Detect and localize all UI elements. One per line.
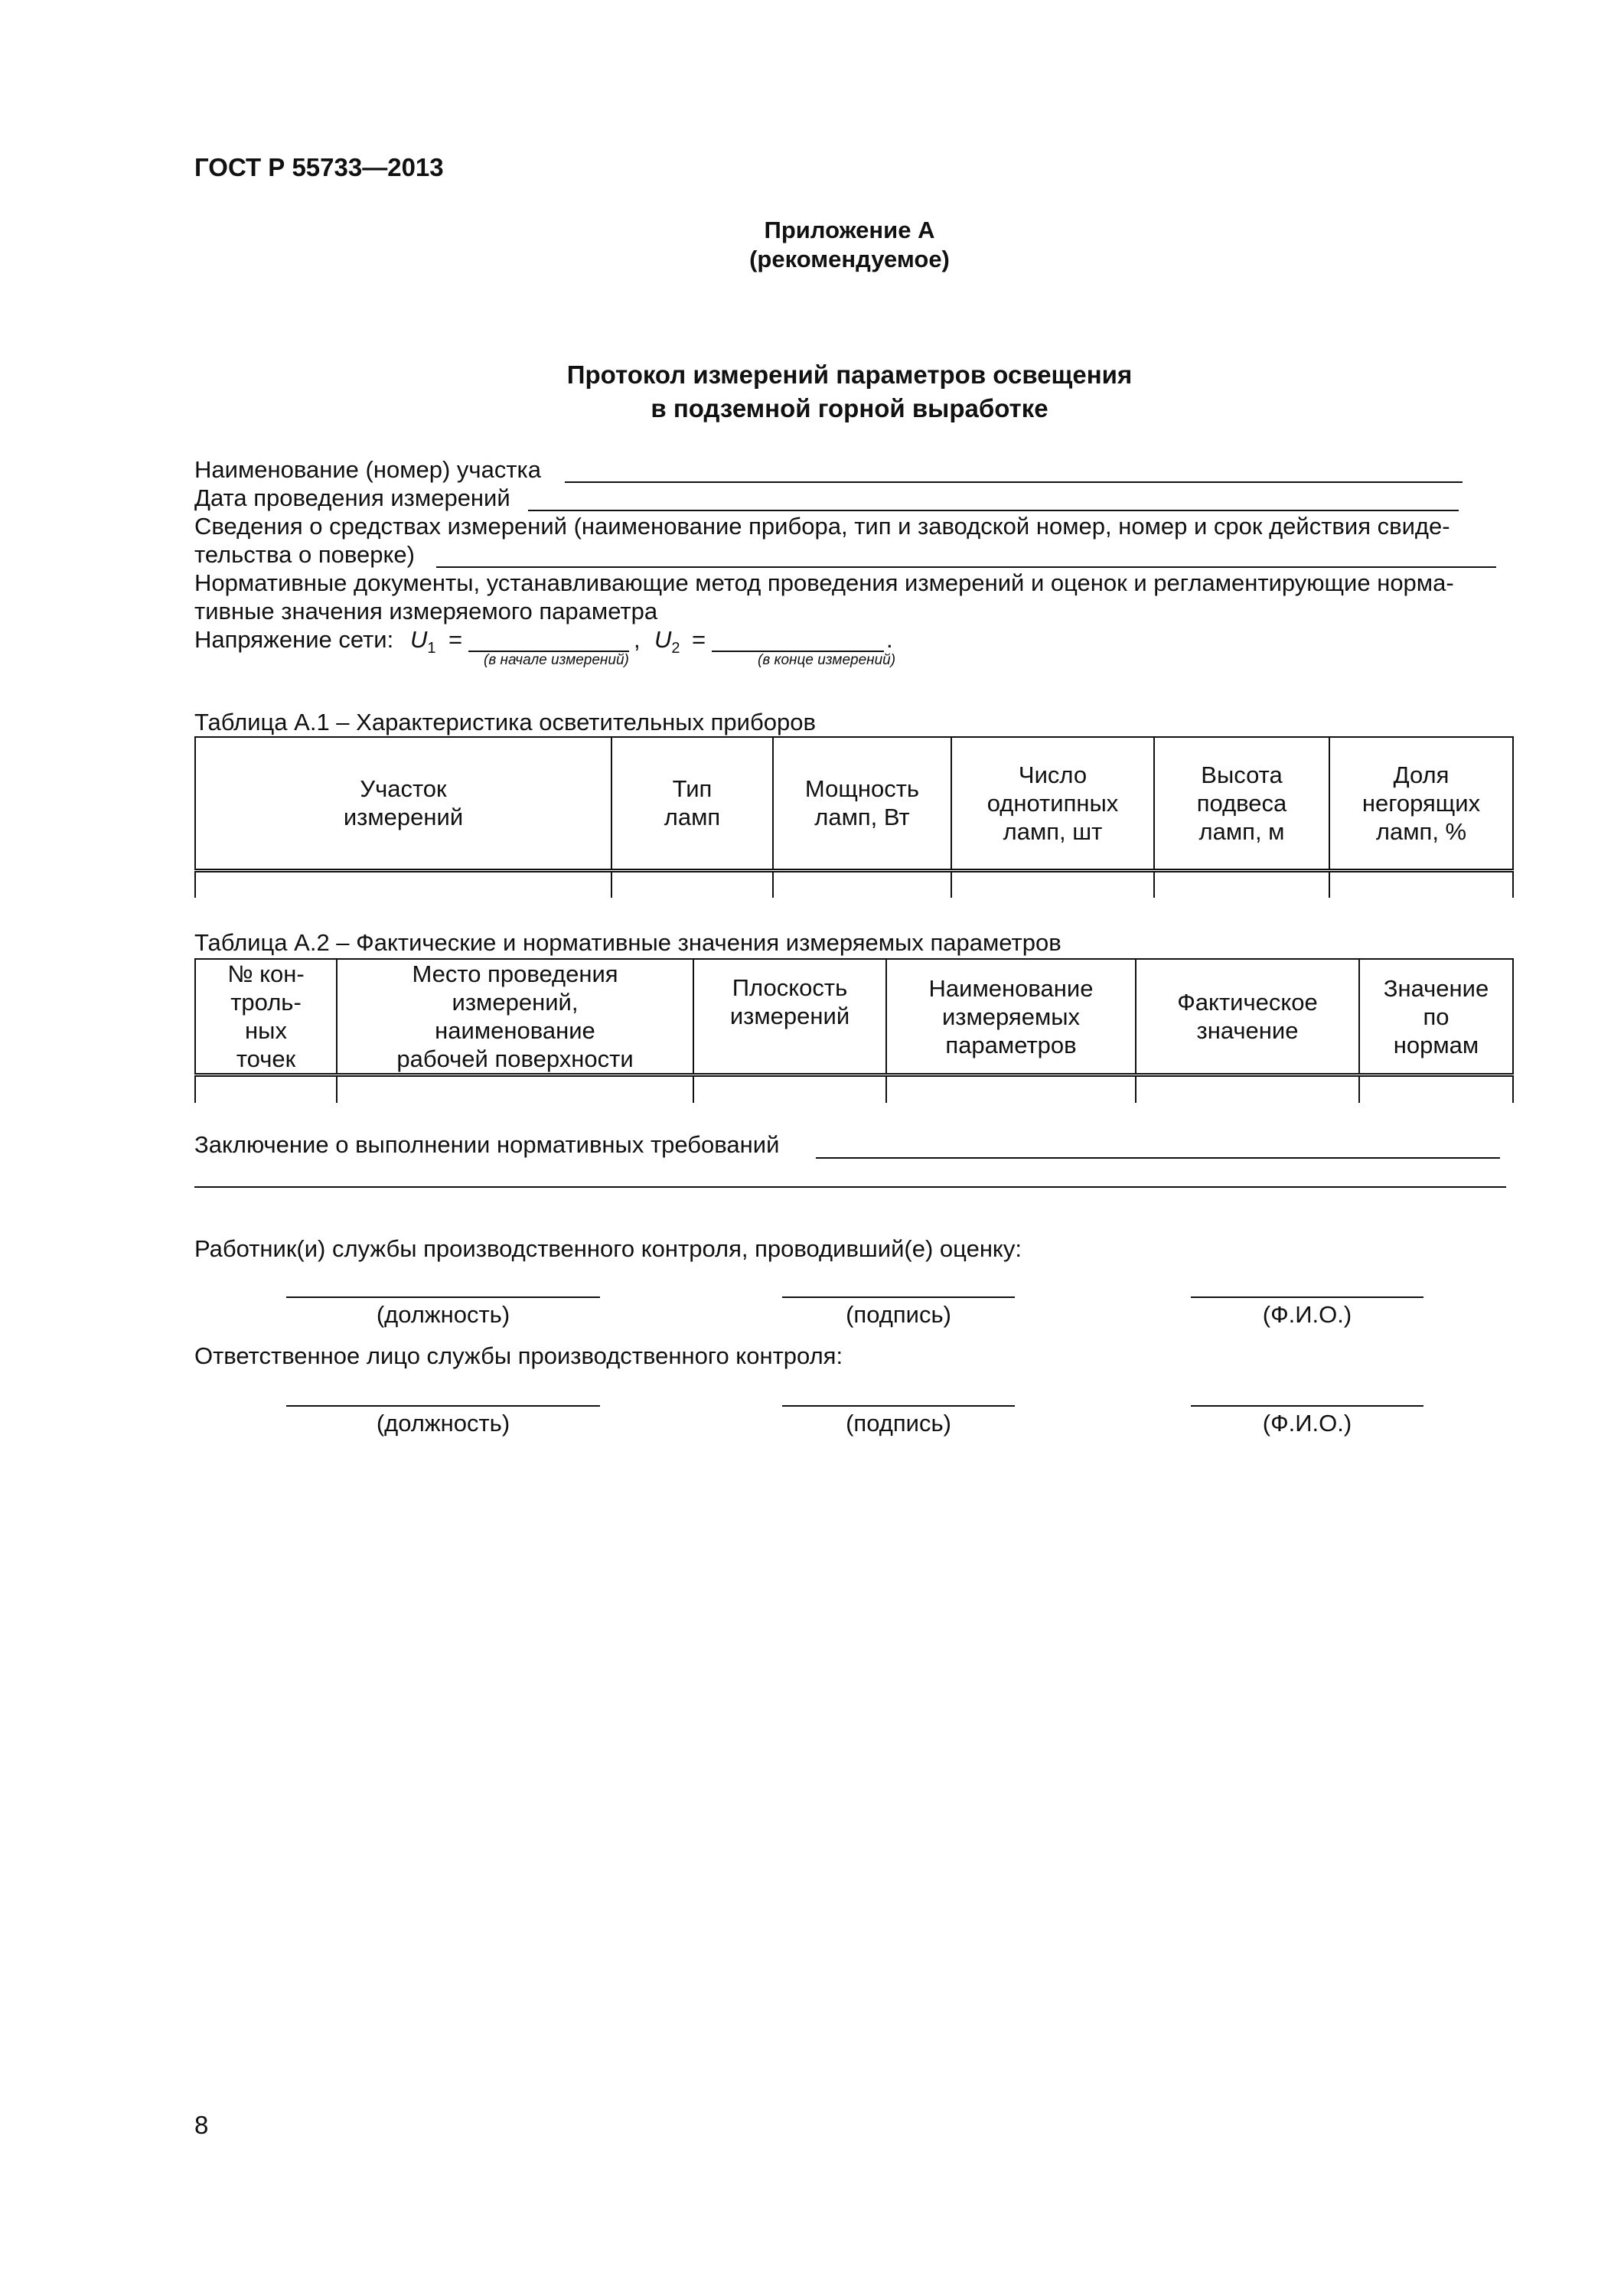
conclusion-label: Заключение о выполнении нормативных требований [194,1131,780,1158]
instruments-label-line1: Сведения о средствах измерений (наименование прибора, тип и заводской номер, номер и срок действия свиде- [194,513,1450,540]
table2-cell-parameter-name[interactable] [886,1075,1136,1103]
table2-header-plane: Плоскость измерений [693,959,886,1075]
responsible-name-caption: (Ф.И.О.) [1262,1410,1352,1437]
table1-header-unlit-share: Доля негорящих ламп, % [1329,737,1513,870]
table2-cell-location[interactable] [337,1075,693,1103]
table1-caption: Таблица А.1 – Характеристика осветительных приборов [194,709,816,735]
table2-header-actual-value: Фактическое значение [1136,959,1359,1075]
protocol-title-line1: Протокол измерений параметров освещения [566,360,1133,389]
table1-cell-suspension-height[interactable] [1154,870,1329,898]
conclusion-field-line2[interactable] [194,1186,1506,1188]
table1-cell-section[interactable] [195,870,611,898]
table1-cell-lamp-type[interactable] [611,870,773,898]
document-standard-code: ГОСТ Р 55733—2013 [194,153,444,181]
table2-header-location: Место проведения измерений, наименование рабочей поверхности [337,959,693,1075]
table2-caption: Таблица А.2 – Фактические и нормативные значения измеряемых параметров [194,929,1061,956]
section-name-label: Наименование (номер) участка [194,456,541,483]
worker-name-field[interactable] [1191,1296,1423,1298]
responsible-position-field[interactable] [286,1405,600,1407]
u2-hint: (в конце измерений) [758,652,896,668]
table2-cell-actual-value[interactable] [1136,1075,1359,1103]
table1-header-lamp-type: Тип ламп [611,737,773,870]
responsible-name-field[interactable] [1191,1405,1423,1407]
table-measured-parameters [194,958,1514,1103]
table2-cell-control-points[interactable] [195,1075,337,1103]
worker-signature-caption: (подпись) [846,1301,951,1328]
protocol-title-line2: в подземной горной выработке [651,394,1048,422]
table2-header-row [195,959,1513,1075]
worker-name-caption: (Ф.И.О.) [1262,1301,1352,1328]
u2-equals: = [692,626,706,653]
table1-header-section: Участок измерений [195,737,611,870]
responsible-label: Ответственное лицо службы производственного контроля: [194,1342,843,1369]
u1-equals: = [448,626,463,653]
u2-symbol: $U_2$ [654,626,680,657]
u2-period: . [886,626,893,653]
table-row [195,870,1513,898]
table2-header-parameter-name: Наименование измеряемых параметров [886,959,1136,1075]
table-row [195,1075,1513,1103]
responsible-signature-field[interactable] [782,1405,1015,1407]
worker-position-caption: (должность) [376,1301,510,1328]
table2-header-norm-value: Значение по нормам [1359,959,1513,1075]
worker-label: Работник(и) службы производственного контроля, проводивший(е) оценку: [194,1235,1022,1262]
appendix-label: Приложение А [764,217,935,243]
table2-header-control-points: № кон- троль- ных точек [195,959,337,1075]
table1-cell-lamp-power[interactable] [773,870,951,898]
measure-date-label: Дата проведения измерений [194,484,510,511]
table1-cell-unlit-share[interactable] [1329,870,1513,898]
u1-symbol: $U_1$ [410,626,436,657]
u1-comma: , [634,626,641,653]
conclusion-field-line1[interactable] [816,1157,1500,1159]
instruments-label-line2: тельства о поверке) [194,541,415,568]
measure-date-field[interactable] [528,510,1459,511]
protocol-title [429,358,1270,426]
table1-header-lamp-count: Число однотипных ламп, шт [951,737,1154,870]
table2-cell-plane[interactable] [693,1075,886,1103]
normative-label-line2: тивные значения измеряемого параметра [194,598,658,625]
table2-cell-norm-value[interactable] [1359,1075,1513,1103]
worker-position-field[interactable] [286,1296,600,1298]
section-name-field[interactable] [565,481,1463,483]
normative-label-line1: Нормативные документы, устанавливающие метод проведения измерений и оценок и регламентирующие норма- [194,569,1454,596]
instruments-field[interactable] [436,566,1496,568]
appendix-status: (рекомендуемое) [749,246,950,272]
table-lighting-characteristics [194,736,1514,898]
responsible-position-caption: (должность) [376,1410,510,1437]
u1-hint: (в начале измерений) [484,652,629,668]
table1-cell-lamp-count[interactable] [951,870,1154,898]
table1-header-row [195,737,1513,870]
responsible-signature-caption: (подпись) [846,1410,951,1437]
page-number: 8 [194,2111,209,2139]
table1-header-suspension-height: Высота подвеса ламп, м [1154,737,1329,870]
table1-header-lamp-power: Мощность ламп, Вт [773,737,951,870]
appendix-title [658,216,1041,274]
voltage-label: Напряжение сети: [194,626,394,653]
worker-signature-field[interactable] [782,1296,1015,1298]
